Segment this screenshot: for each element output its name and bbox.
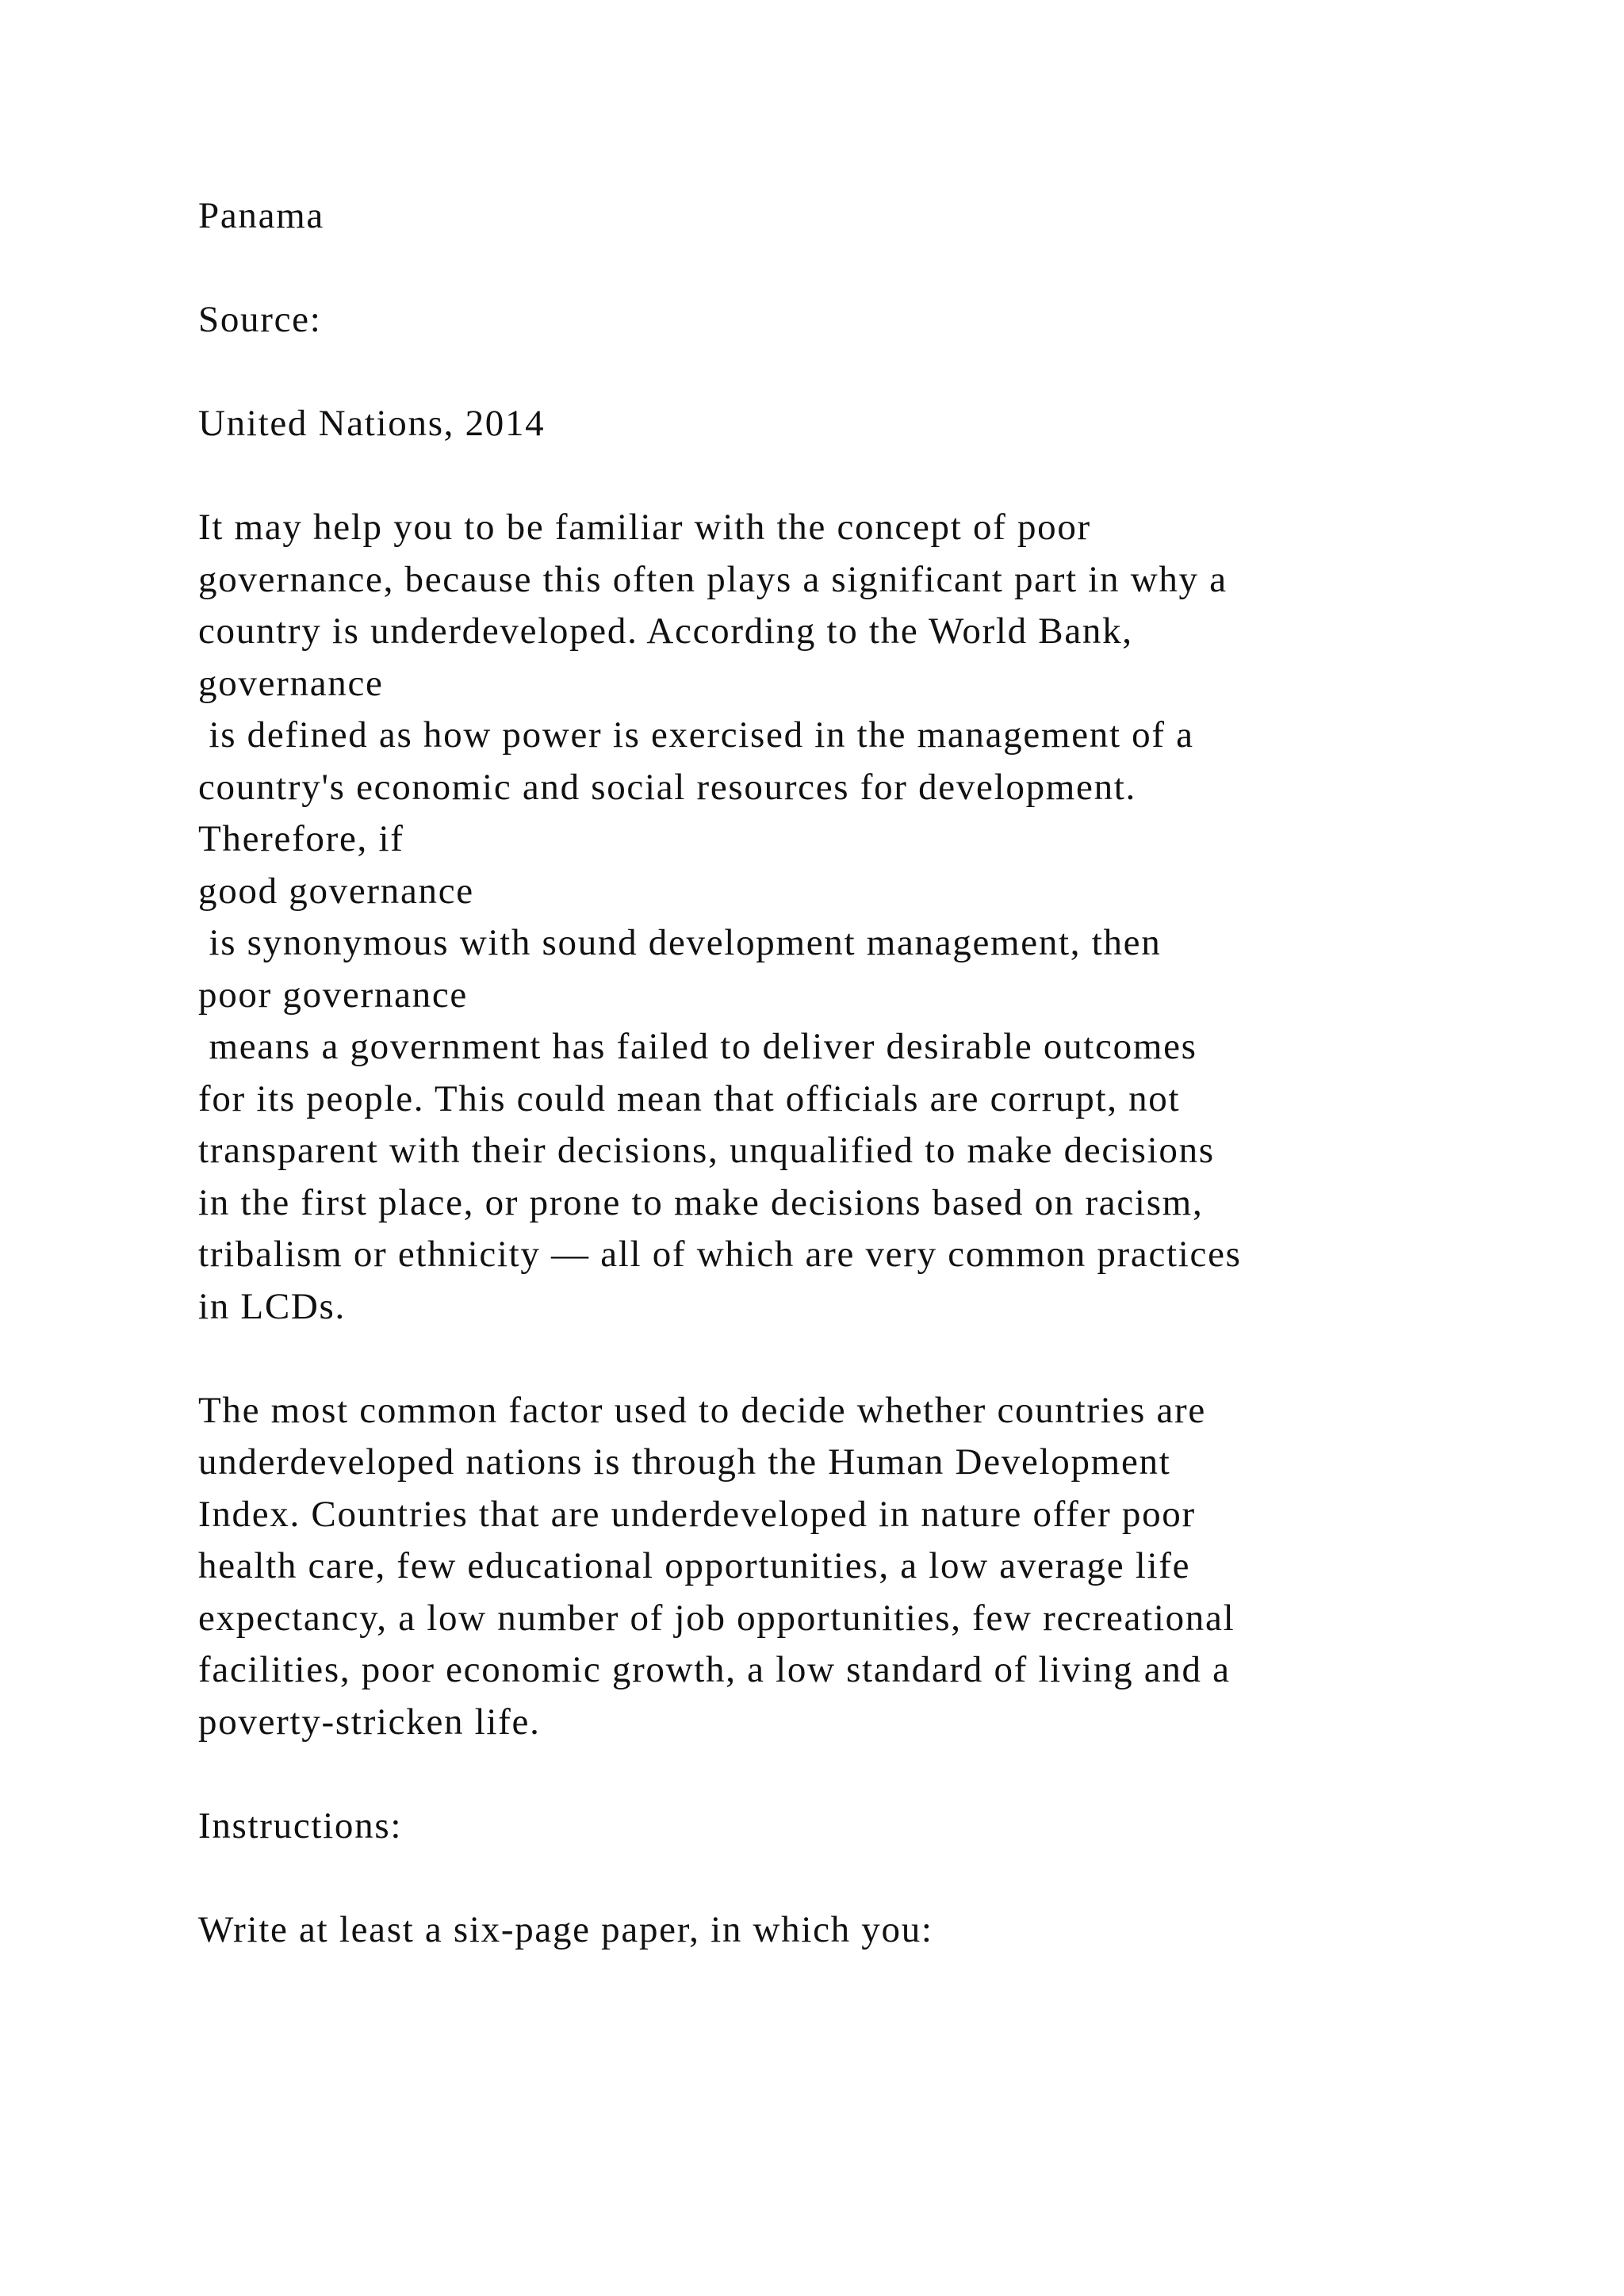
blank-line: [198, 243, 1499, 295]
paragraph-line: governance: [198, 662, 384, 704]
paragraph-line: governance, because this often plays a significant part in why a: [198, 558, 1228, 600]
paragraph-line: health care, few educational opportunities, a low average life: [198, 1545, 1191, 1586]
paragraph-line: good governance: [198, 870, 474, 912]
paragraph-line: in LCDs.: [198, 1285, 346, 1327]
blank-line: [198, 1748, 1499, 1800]
paragraph-line: underdeveloped nations is through the Human Development: [198, 1441, 1171, 1483]
paragraph-line: is defined as how power is exercised in the management of a: [198, 714, 1194, 756]
source-citation: United Nations, 2014: [198, 403, 546, 444]
document-body: [198, 190, 1499, 1956]
paragraph-line: in the first place, or prone to make decisions based on racism,: [198, 1181, 1204, 1223]
paragraph-line: transparent with their decisions, unqualified to make decisions: [198, 1130, 1215, 1171]
paragraph-line: facilities, poor economic growth, a low standard of living and a: [198, 1649, 1231, 1690]
paragraph-line: poverty-stricken life.: [198, 1701, 541, 1743]
document-heading-panama: Panama: [198, 195, 324, 236]
blank-line: [198, 1333, 1499, 1385]
blank-line: [198, 450, 1499, 503]
paragraph-line: poor governance: [198, 974, 468, 1016]
paragraph-line: means a government has failed to deliver desirable outcomes: [198, 1026, 1197, 1067]
paragraph-line: expectancy, a low number of job opportunities, few recreational: [198, 1597, 1235, 1639]
instructions-heading: Instructions:: [198, 1804, 403, 1846]
source-label: Source:: [198, 299, 322, 340]
paragraph-line: is synonymous with sound development management, then: [198, 922, 1162, 963]
paragraph-line: Therefore, if: [198, 818, 404, 859]
paragraph-line: for its people. This could mean that officials are corrupt, not: [198, 1077, 1181, 1119]
paragraph-line: It may help you to be familiar with the concept of poor: [198, 507, 1091, 548]
paragraph-line: The most common factor used to decide whether countries are: [198, 1389, 1206, 1431]
paragraph-line: Index. Countries that are underdeveloped in nature offer poor: [198, 1493, 1196, 1535]
paragraph-line: country is underdeveloped. According to the World Bank,: [198, 610, 1133, 652]
paragraph-line: country's economic and social resources for development.: [198, 766, 1136, 808]
paragraph-line: tribalism or ethnicity — all of which are very common practices: [198, 1234, 1242, 1275]
instructions-line: Write at least a six-page paper, in which you:: [198, 1908, 933, 1950]
blank-line: [198, 346, 1499, 399]
blank-line: [198, 1852, 1499, 1904]
